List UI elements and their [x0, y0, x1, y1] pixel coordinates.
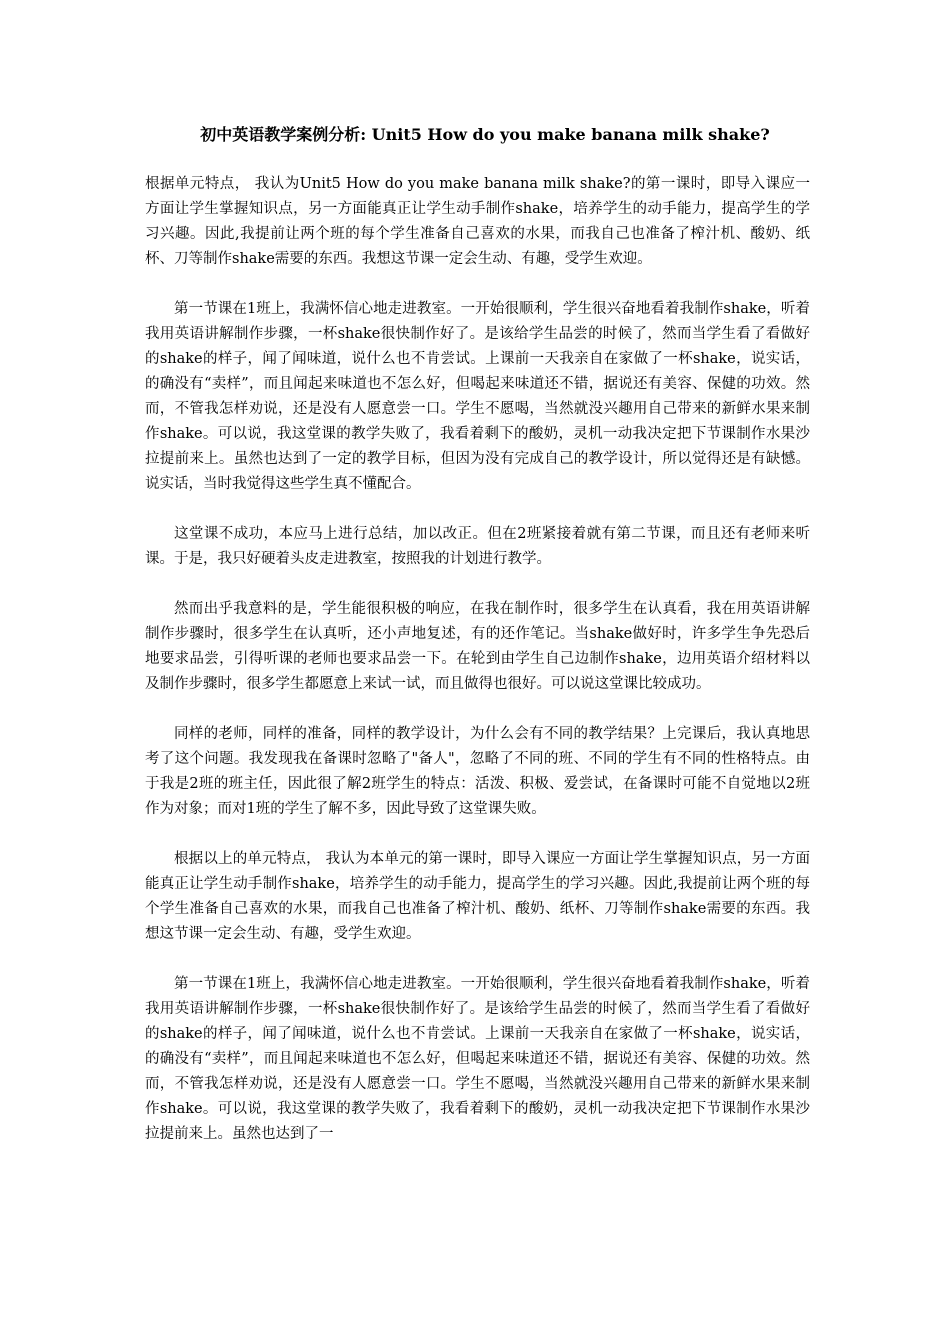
document-title: 初中英语教学案例分析: Unit5 How do you make banana milk shake?: [200, 125, 770, 144]
paragraph-intro: 根据单元特点， 我认为Unit5 How do you make banana milk shake?的第一课时，即导入课应一方面让学生掌握知识点，另一方面能真正让学生动手制作shake，培养学生的动手能力，提高学生的学习兴趣。因此,我提前让两个班的每个学生准备自己喜欢的水果，而我自己也准备了榨汁机、酸奶、纸杯、刀等制作shake需要的东西。我想这节课一定会生动、有趣，受学生欢迎。: [145, 176, 810, 267]
paragraph-unit-features-repeat: 根据以上的单元特点， 我认为本单元的第一课时，即导入课应一方面让学生掌握知识点，另一方面能真正让学生动手制作shake，培养学生的动手能力，提高学生的学习兴趣。因此,我提前让两个班的每个学生准备自己喜欢的水果，而我自己也准备了榨汁机、酸奶、纸杯、刀等制作shake需要的东西。我想这节课一定会生动、有趣，受学生欢迎。: [145, 851, 810, 942]
paragraph-class-one-repeat: 第一节课在1班上，我满怀信心地走进教室。一开始很顺利，学生很兴奋地看着我制作shake，听着我用英语讲解制作步骤，一杯shake很快制作好了。是该给学生品尝的时候了，然而当学生看了看做好的shake的样子，闻了闻味道，说什么也不肯尝试。上课前一天我亲自在家做了一杯shake，说实话，的确没有“卖样”，而且闻起来味道也不怎么好，但喝起来味道还不错，据说还有美容、保健的功效。然而，不管我怎样劝说，还是没有人愿意尝一口。学生不愿喝，当然就没兴趣用自己带来的新鲜水果来制作shake。可以说，我这堂课的教学失败了，我看着剩下的酸奶，灵机一动我决定把下节课制作水果沙拉提前来上。虽然也达到了一: [145, 976, 810, 1142]
paragraph-reflection: 同样的老师，同样的准备，同样的教学设计，为什么会有不同的教学结果？上完课后，我认真地思考了这个问题。我发现我在备课时忽略了"备人"，忽略了不同的班、不同的学生有不同的性格特点。由于我是2班的班主任，因此很了解2班学生的特点：活泼、积极、爱尝试，在备课时可能不自觉地以2班作为对象；而对1班的学生了解不多，因此导致了这堂课失败。: [145, 726, 810, 817]
document-body: [145, 172, 810, 1147]
paragraph-class-one: 第一节课在1班上，我满怀信心地走进教室。一开始很顺利，学生很兴奋地看着我制作shake，听着我用英语讲解制作步骤，一杯shake很快制作好了。是该给学生品尝的时候了，然而当学生看了看做好的shake的样子，闻了闻味道，说什么也不肯尝试。上课前一天我亲自在家做了一杯shake，说实话，的确没有“卖样”，而且闻起来味道也不怎么好，但喝起来味道还不错，据说还有美容、保健的功效。然而，不管我怎样劝说，还是没有人愿意尝一口。学生不愿喝，当然就没兴趣用自己带来的新鲜水果来制作shake。可以说，我这堂课的教学失败了，我看着剩下的酸奶，灵机一动我决定把下节课制作水果沙拉提前来上。虽然也达到了一定的教学目标，但因为没有完成自己的教学设计，所以觉得还是有缺憾。说实话，当时我觉得这些学生真不懂配合。: [145, 301, 810, 492]
paragraph-class-two-intro: 这堂课不成功，本应马上进行总结，加以改正。但在2班紧接着就有第二节课，而且还有老师来听课。于是，我只好硬着头皮走进教室，按照我的计划进行教学。: [145, 526, 810, 567]
paragraph-class-two-result: 然而出乎我意料的是，学生能很积极的响应，在我在制作时，很多学生在认真看，我在用英语讲解制作步骤时，很多学生在认真听，还小声地复述，有的还作笔记。当shake做好时，许多学生争先恐后地要求品尝，引得听课的老师也要求品尝一下。在轮到由学生自己边制作shake，边用英语介绍材料以及制作步骤时，很多学生都愿意上来试一试，而且做得也很好。可以说这堂课比较成功。: [145, 601, 810, 692]
